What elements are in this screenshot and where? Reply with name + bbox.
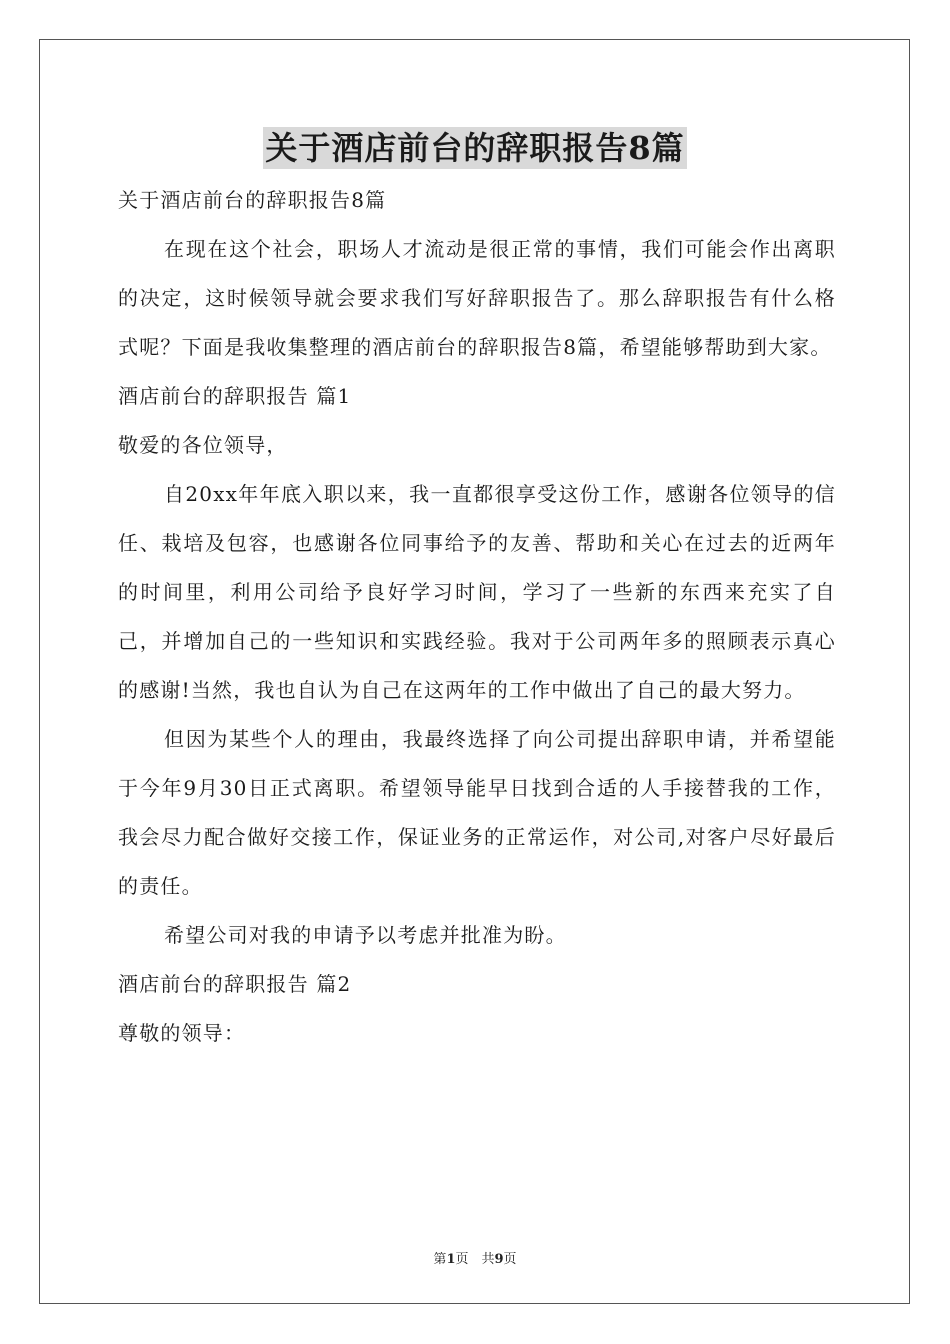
- document-title: [0, 127, 950, 169]
- page-footer: [0, 1248, 950, 1267]
- section1-paragraph-3: 希望公司对我的申请予以考虑并批准为盼。: [164, 923, 567, 947]
- section-greeting-2: 尊敬的领导：: [118, 1021, 246, 1045]
- footer-total-pages: 9: [494, 1252, 504, 1267]
- document-subtitle: 关于酒店前台的辞职报告8篇: [118, 188, 387, 212]
- section-greeting-1: 敬爱的各位领导，: [118, 433, 288, 457]
- footer-prefix: 第: [433, 1252, 447, 1267]
- footer-mid: 页 共: [455, 1252, 495, 1267]
- section-heading-1: 酒店前台的辞职报告 篇1: [118, 384, 352, 408]
- document-title-text: 关于酒店前台的辞职报告8篇: [265, 129, 685, 167]
- document-body: [118, 176, 836, 1058]
- section1-paragraph-1: 自20xx年年底入职以来，我一直都很享受这份工作，感谢各位领导的信任、栽培及包容，也感谢各位同事给予的友善、帮助和关心在过去的近两年的时间里，利用公司给予良好学习时间，学习了一些新的东西来充实了自己，并增加自己的一些知识和实践经验。我对于公司两年多的照顾表示真心的感谢!当然，我也自认为自己在这两年的工作中做出了自己的最大努力。: [118, 482, 836, 702]
- section-heading-2: 酒店前台的辞职报告 篇2: [118, 972, 352, 996]
- intro-paragraph: 在现在这个社会，职场人才流动是很正常的事情，我们可能会作出离职的决定，这时候领导就会要求我们写好辞职报告了。那么辞职报告有什么格式呢？下面是我收集整理的酒店前台的辞职报告8篇，希望能够帮助到大家。: [118, 237, 836, 359]
- section1-paragraph-2: 但因为某些个人的理由，我最终选择了向公司提出辞职申请，并希望能于今年9月30日正式离职。希望领导能早日找到合适的人手接替我的工作，我会尽力配合做好交接工作，保证业务的正常运作，对公司,对客户尽好最后的责任。: [118, 727, 836, 898]
- footer-suffix: 页: [503, 1252, 517, 1267]
- footer-current-page: 1: [446, 1252, 456, 1267]
